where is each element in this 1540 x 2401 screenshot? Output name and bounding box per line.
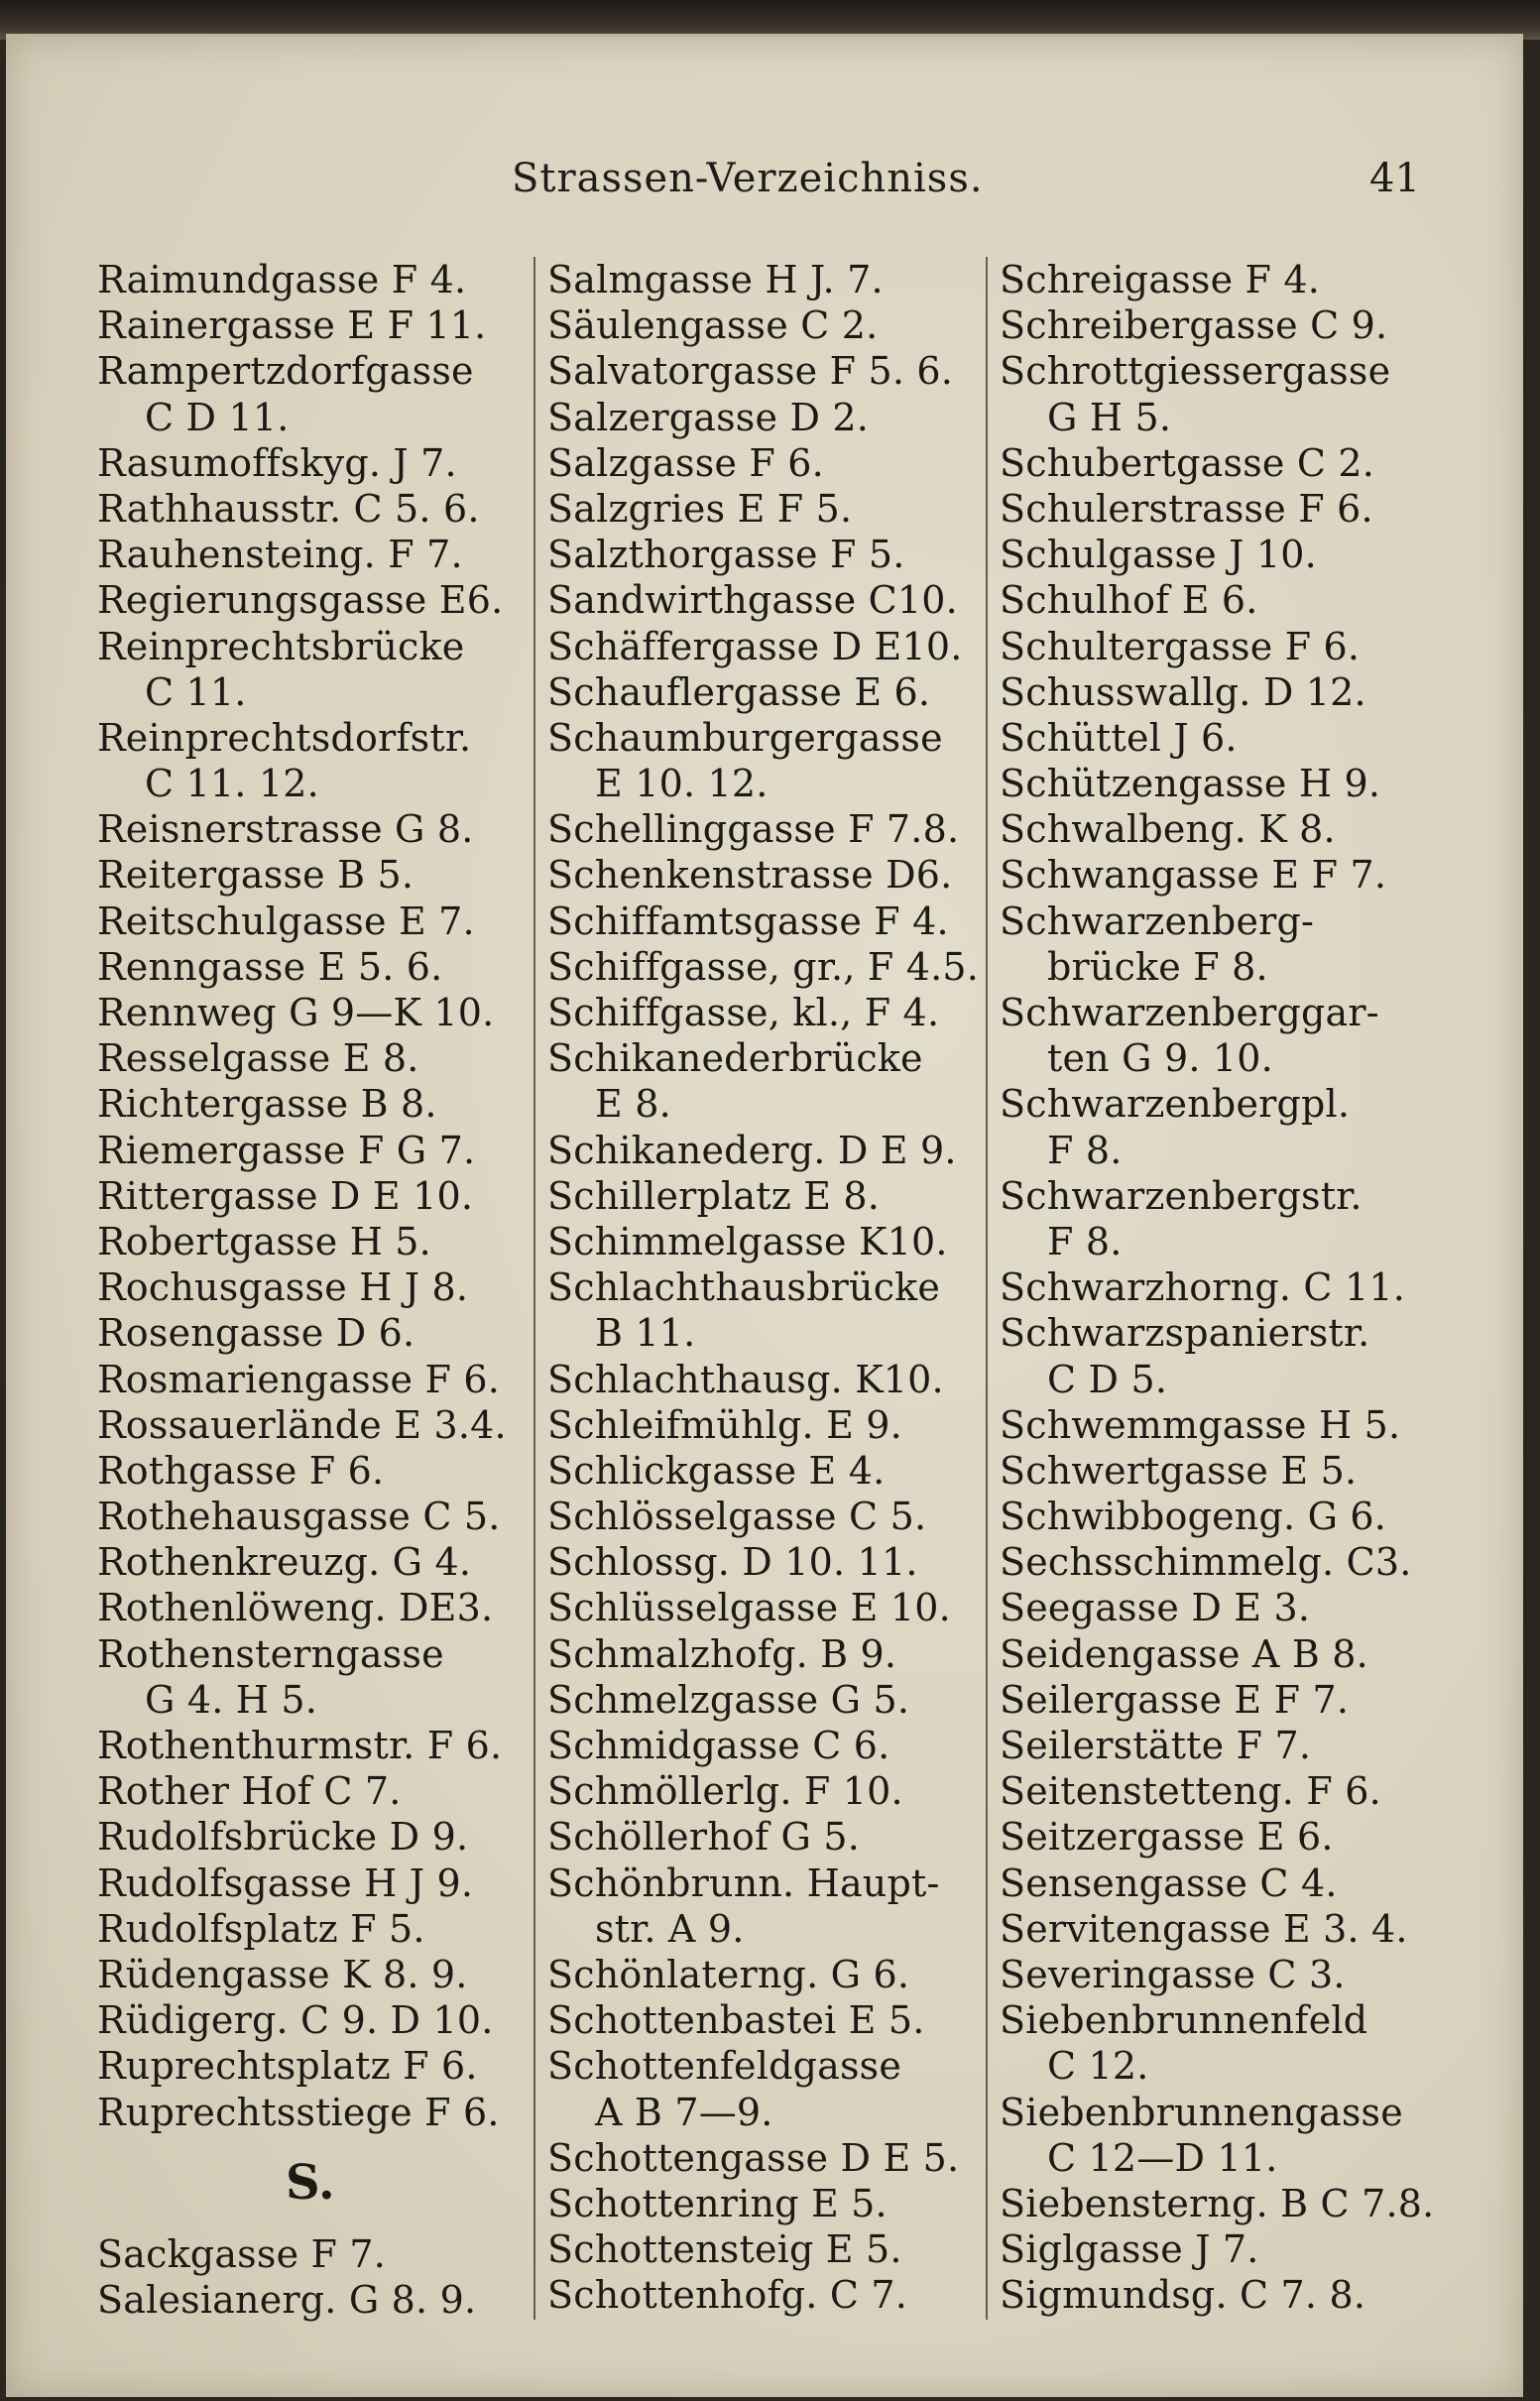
street-entry: Sandwirthgasse C10. <box>547 578 958 623</box>
street-entry: Seitzergasse E 6. <box>1000 1815 1334 1860</box>
street-entry: Schrottgiessergasse <box>1000 349 1391 394</box>
column-divider <box>533 257 535 2320</box>
street-entry: Schwarzspanierstr. <box>1000 1311 1370 1356</box>
street-entry: Schwertgasse E 5. <box>1000 1448 1358 1493</box>
street-entry: Schillerplatz E 8. <box>547 1173 881 1218</box>
street-entry: Schimmelgasse K10. <box>547 1219 948 1263</box>
street-column-1 <box>97 257 524 2323</box>
street-entry-continuation: B 11. <box>595 1311 696 1356</box>
street-entry: Rüdigerg. C 9. D 10. <box>97 1998 494 2043</box>
street-entry: Schikanederbrücke <box>547 1036 923 1081</box>
street-entry: Rossauerlände E 3.4. <box>97 1402 507 1447</box>
street-entry: Rochusgasse H J 8. <box>97 1265 469 1310</box>
street-entry: Schreibergasse C 9. <box>1000 303 1388 348</box>
street-entry: Richtergasse B 8. <box>97 1082 437 1127</box>
street-entry: Rothehausgasse C 5. <box>97 1495 501 1539</box>
street-entry: Schultergasse F 6. <box>1000 624 1361 668</box>
street-entry: Salzgries E F 5. <box>547 486 853 531</box>
page-header <box>6 156 1523 215</box>
street-entry: Schwemmgasse H 5. <box>1000 1402 1401 1447</box>
street-entry: Renngasse E 5. 6. <box>97 944 443 989</box>
street-entry: Schottenring E 5. <box>547 2181 888 2225</box>
street-entry: Schottengasse D E 5. <box>547 2135 960 2180</box>
street-entry: Schönbrunn. Haupt- <box>547 1861 940 1905</box>
street-entry-continuation: C 11. 12. <box>145 762 319 806</box>
street-entry: Rosmariengasse F 6. <box>97 1357 501 1401</box>
street-entry: Riemergasse F G 7. <box>97 1128 476 1172</box>
street-entry: Schiffamtsgasse F 4. <box>547 899 949 943</box>
street-entry-continuation: ten G 9. 10. <box>1047 1036 1273 1081</box>
street-entry: Schwibbogeng. G 6. <box>1000 1495 1387 1539</box>
street-entry: Seilergasse E F 7. <box>1000 1677 1350 1722</box>
street-entry: Rüdengasse K 8. 9. <box>97 1952 468 1996</box>
street-column-3 <box>1000 257 1441 2318</box>
street-entry: Sigmundsg. C 7. 8. <box>1000 2273 1366 2318</box>
street-entry: Siebenbrunnenfeld <box>1000 1998 1368 2043</box>
street-entry: Rudolfsgasse H J 9. <box>97 1861 474 1905</box>
street-entry-continuation: G 4. H 5. <box>145 1677 318 1722</box>
section-letter: S. <box>286 2154 335 2211</box>
street-entry: Resselgasse E 8. <box>97 1036 419 1081</box>
street-entry: Rudolfsbrücke D 9. <box>97 1815 469 1860</box>
street-entry: Schreigasse F 4. <box>1000 258 1321 301</box>
street-entry: Schulgasse J 10. <box>1000 533 1317 577</box>
street-entry: Schwarzenbergpl. <box>1000 1082 1351 1127</box>
street-entry: Schottenbastei E 5. <box>547 1998 925 2043</box>
street-entry-continuation: F 8. <box>1047 1219 1123 1263</box>
street-entry: Sensengasse C 4. <box>1000 1861 1338 1905</box>
street-entry: Schubertgasse C 2. <box>1000 440 1375 485</box>
street-entry: Schottenhofg. C 7. <box>547 2273 908 2318</box>
street-entry: Regierungsgasse E6. <box>97 578 504 623</box>
street-entry-continuation: str. A 9. <box>595 1906 745 1951</box>
street-entry: Schützengasse H 9. <box>1000 762 1381 806</box>
street-entry: Siebenbrunnengasse <box>1000 2090 1403 2134</box>
street-entry-continuation: C 12. <box>1047 2044 1149 2089</box>
street-entry: Reinprechtsdorfstr. <box>97 715 472 760</box>
street-entry: Rainergasse E F 11. <box>97 303 487 348</box>
street-entry-continuation: brücke F 8. <box>1047 944 1268 989</box>
street-entry: Reisnerstrasse G 8. <box>97 807 474 852</box>
street-entry: Schenkenstrasse D6. <box>547 853 953 898</box>
page-number: 41 <box>1369 156 1420 201</box>
street-column-2 <box>547 257 984 2318</box>
street-entry: Rothgasse F 6. <box>97 1448 385 1493</box>
street-entry: Salzergasse D 2. <box>547 395 870 439</box>
street-entry: Rudolfsplatz F 5. <box>97 1906 425 1951</box>
street-entry: Ruprechtsstiege F 6. <box>97 2090 500 2134</box>
street-entry-continuation: C D 11. <box>145 395 290 439</box>
street-entry: Salmgasse H J. 7. <box>547 258 884 301</box>
street-entry: Schlachthausg. K10. <box>547 1357 944 1401</box>
street-entry: Robertgasse H 5. <box>97 1219 431 1263</box>
street-entry: Schulhof E 6. <box>1000 578 1258 623</box>
street-entry-continuation: G H 5. <box>1047 395 1172 439</box>
street-entry: Rauhensteing. F 7. <box>97 533 463 577</box>
running-title: Strassen-Verzeichniss. <box>512 156 984 201</box>
column-divider <box>986 257 988 2320</box>
street-entry-continuation: C 11. <box>145 669 247 714</box>
street-entry: Raimundgasse F 4. <box>97 258 467 301</box>
street-entry: Seitenstetteng. F 6. <box>1000 1769 1381 1814</box>
street-entry: Seidengasse A B 8. <box>1000 1631 1368 1676</box>
street-entry: Schlossg. D 10. 11. <box>547 1540 918 1585</box>
street-entry: Reitergasse B 5. <box>97 853 415 898</box>
street-entry: Rothenthurmstr. F 6. <box>97 1724 503 1767</box>
street-entry: Salesianerg. G 8. 9. <box>97 2277 477 2322</box>
street-entry: Schwarzenberg- <box>1000 899 1315 943</box>
street-entry: Schwarzenbergstr. <box>1000 1173 1362 1218</box>
street-entry-continuation: C D 5. <box>1047 1357 1168 1401</box>
street-entry: Rathhausstr. C 5. 6. <box>97 486 480 531</box>
street-entry: Severingasse C 3. <box>1000 1952 1346 1996</box>
street-entry: Rosengasse D 6. <box>97 1311 415 1356</box>
street-entry: Seegasse D E 3. <box>1000 1586 1311 1630</box>
street-entry: Schwarzenberggar- <box>1000 991 1379 1034</box>
street-entry: Schmelzgasse G 5. <box>547 1677 910 1722</box>
street-entry: Schmalzhofg. B 9. <box>547 1631 897 1676</box>
street-entry: Schwangasse E F 7. <box>1000 853 1387 898</box>
street-entry: Rothenkreuzg. G 4. <box>97 1540 472 1585</box>
street-entry: Schiffgasse, gr., F 4.5. <box>547 944 980 989</box>
street-entry: Schlösselgasse C 5. <box>547 1495 927 1539</box>
street-entry-continuation: C 12—D 11. <box>1047 2135 1278 2180</box>
street-entry: Schlickgasse E 4. <box>547 1448 886 1493</box>
street-entry: Schulerstrasse F 6. <box>1000 486 1373 531</box>
street-entry: Rampertzdorfgasse <box>97 349 474 394</box>
street-entry: Schüttel J 6. <box>1000 715 1238 760</box>
street-entry: Schmidgasse C 6. <box>547 1724 890 1767</box>
street-entry: Schottenfeldgasse <box>547 2044 902 2089</box>
street-entry: Ruprechtsplatz F 6. <box>97 2044 478 2089</box>
street-entry: Rothensterngasse <box>97 1631 444 1676</box>
street-entry: Siglgasse J 7. <box>1000 2227 1259 2272</box>
street-entry-continuation: F 8. <box>1047 1128 1123 1172</box>
street-entry: Sechsschimmelg. C3. <box>1000 1540 1412 1585</box>
street-entry: Rothenlöweng. DE3. <box>97 1586 494 1630</box>
street-entry: Rother Hof C 7. <box>97 1769 402 1814</box>
street-entry: Rennweg G 9—K 10. <box>97 991 495 1034</box>
street-entry: Schwarzhorng. C 11. <box>1000 1265 1406 1310</box>
street-entry: Schmöllerlg. F 10. <box>547 1769 903 1814</box>
street-entry-continuation: E 8. <box>595 1082 671 1127</box>
street-entry: Schusswallg. D 12. <box>1000 669 1366 714</box>
street-entry-continuation: E 10. 12. <box>595 762 769 806</box>
street-entry: Reitschulgasse E 7. <box>97 899 475 943</box>
street-entry: Schlüsselgasse E 10. <box>547 1586 951 1630</box>
street-entry: Salzthorgasse F 5. <box>547 533 905 577</box>
street-entry: Rasumoffskyg. J 7. <box>97 440 457 485</box>
street-entry: Sackgasse F 7. <box>97 2231 387 2276</box>
street-entry: Reinprechtsbrücke <box>97 624 465 668</box>
street-entry: Salvatorgasse F 5. 6. <box>547 349 954 394</box>
street-entry: Siebensterng. B C 7.8. <box>1000 2181 1435 2225</box>
street-entry: Schiffgasse, kl., F 4. <box>547 991 940 1034</box>
street-entry: Schellinggasse F 7.8. <box>547 807 960 852</box>
street-entry: Schottensteig E 5. <box>547 2227 902 2272</box>
street-entry: Servitengasse E 3. 4. <box>1000 1906 1408 1951</box>
street-entry: Salzgasse F 6. <box>547 440 824 485</box>
street-entry-continuation: A B 7—9. <box>595 2090 773 2134</box>
section-spacer <box>97 2218 524 2231</box>
book-page <box>6 34 1523 2397</box>
street-entry: Schönlaterng. G 6. <box>547 1952 910 1996</box>
street-entry: Schöllerhof G 5. <box>547 1815 861 1860</box>
street-entry: Schaumburgergasse <box>547 715 943 760</box>
street-entry: Schauflergasse E 6. <box>547 669 931 714</box>
street-entry: Schäffergasse D E10. <box>547 624 963 668</box>
street-entry: Schwalbeng. K 8. <box>1000 807 1336 852</box>
street-entry: Seilerstätte F 7. <box>1000 1724 1312 1767</box>
street-entry: Rittergasse D E 10. <box>97 1173 474 1218</box>
street-entry: Schlachthausbrücke <box>547 1265 941 1310</box>
street-entry: Säulengasse C 2. <box>547 303 879 348</box>
street-entry: Schikanederg. D E 9. <box>547 1128 957 1172</box>
street-entry: Schleifmühlg. E 9. <box>547 1402 902 1447</box>
